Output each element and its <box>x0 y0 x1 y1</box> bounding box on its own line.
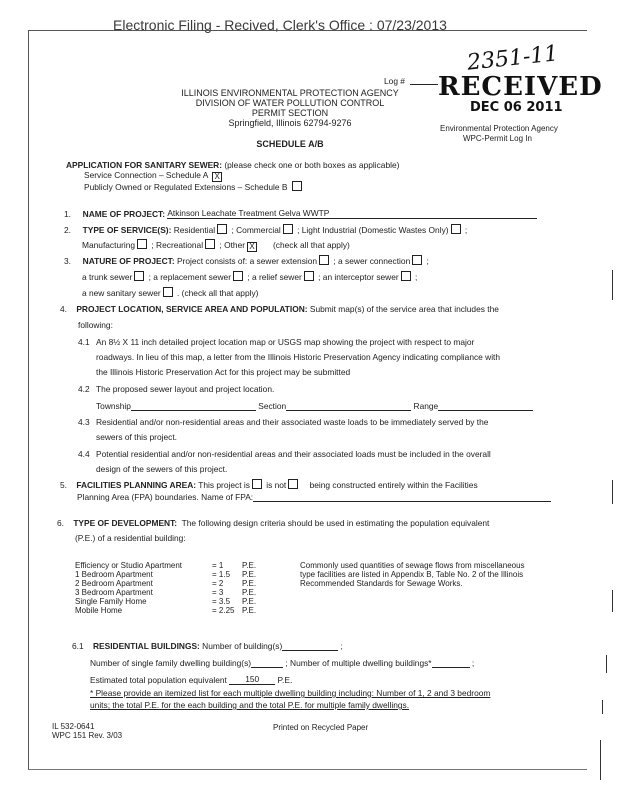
section-5-is-not: is not <box>266 480 287 490</box>
item-4-4-line1: Potential residential and/or non-residential areas and their associated loads must be included in the overall <box>96 449 491 459</box>
pe-table-row <box>75 597 272 606</box>
printed-on-recycled: Printed on Recycled Paper <box>273 723 369 732</box>
section-2-note: (check all that apply) <box>273 240 350 250</box>
section-3: 3. NATURE OF PROJECT: Project consists of: a sewer extension ; a sewer connection ; <box>64 256 429 266</box>
pe-table-row <box>75 570 272 579</box>
item-4-1-line3: the Illinois Historic Preservation Act for this project may be submitted <box>96 367 351 377</box>
pe-value: = 2 <box>212 579 224 588</box>
section-3-row3 <box>82 287 258 298</box>
pe-unit: P.E. <box>242 606 257 615</box>
sewer-extension-checkbox[interactable] <box>319 255 329 265</box>
section-5-row2 <box>77 492 551 502</box>
buildings-label: Number of building(s) <box>202 641 283 651</box>
section-field-label: Section <box>258 401 287 411</box>
item-4-4-number: 4.4 <box>78 449 90 459</box>
pe-unit: P.E. <box>242 597 257 606</box>
section-6-1-label: RESIDENTIAL BUILDINGS: <box>92 641 200 651</box>
interceptor-sewer-checkbox[interactable] <box>401 271 411 281</box>
service-connection-label: Service Connection – Schedule A <box>84 170 208 180</box>
scan-mark <box>600 740 601 780</box>
estimated-pe-row <box>90 674 292 685</box>
commercial-label: ; Commercial <box>231 225 281 235</box>
item-4-1-number: 4.1 <box>78 337 90 347</box>
pe-value: = 3.5 <box>212 597 231 606</box>
project-name-field[interactable] <box>167 208 537 219</box>
footnote-line1: * Please provide an itemized list for each multiple dwelling building including: Number of 1, 2 and 3 bedroom <box>90 688 491 698</box>
section-3-label: NATURE OF PROJECT: <box>82 256 175 266</box>
stamp-date: DEC 06 2011 <box>470 100 563 115</box>
sewer-connection-label: ; a sewer connection <box>333 256 411 266</box>
township-field[interactable] <box>131 410 256 411</box>
range-label: Range <box>413 401 439 411</box>
section-3-row2: a trunk sewer ; a replacement sewer ; a relief sewer ; an interceptor sewer ; <box>82 272 418 282</box>
pe-type: 2 Bedroom Apartment <box>75 579 153 588</box>
new-sanitary-sewer-label: a new sanitary sewer <box>82 288 161 298</box>
footnote-line2: units; the total P.E. for the each building and the total P.E. for multiple family dwellings. <box>90 700 410 710</box>
item-4-3-number: 4.3 <box>78 417 90 427</box>
electronic-filing-banner: Electronic Filing - Recived, Clerk's Office : 07/23/2013 <box>113 17 447 33</box>
range-field[interactable] <box>438 410 533 411</box>
manufacturing-checkbox[interactable] <box>137 239 147 249</box>
log-line <box>410 84 438 85</box>
pe-value: = 2.25 <box>212 606 235 615</box>
section-6-1: 6.1 RESIDENTIAL BUILDINGS: Number of building(s) ; <box>72 641 343 651</box>
replacement-sewer-label: ; a replacement sewer <box>148 272 232 282</box>
section-1-number: 1. <box>64 209 71 219</box>
application-instruction: (please check one or both boxes as applicable) <box>224 160 400 170</box>
section-5-is: This project is <box>198 480 250 490</box>
section-4 <box>60 304 499 314</box>
relief-sewer-label: ; a relief sewer <box>247 272 302 282</box>
form-id: IL 532-0641 <box>52 722 95 731</box>
pe-table-row <box>75 606 272 615</box>
recreational-label: ; Recreational <box>151 240 204 250</box>
section-6-number: 6. <box>57 518 64 528</box>
section-5-text3: Planning Area (FPA) boundaries. Name of FPA: <box>77 492 254 502</box>
public-owned-checkbox[interactable] <box>292 181 302 191</box>
dwelling-row: Number of single family dwelling building(s) ; Number of multiple dwelling buildings* ; <box>90 658 475 668</box>
pe-type: Single Family Home <box>75 597 147 606</box>
header-agency: ILLINOIS ENVIRONMENTAL PROTECTION AGENCY <box>181 88 399 98</box>
pe-table-rows <box>75 561 272 615</box>
other-label: ; Other <box>219 240 246 250</box>
pe-value: = 1.5 <box>212 570 231 579</box>
estimated-pe-unit: P.E. <box>277 675 293 685</box>
section-6-label: TYPE OF DEVELOPMENT: <box>73 518 178 528</box>
scan-mark <box>612 590 613 612</box>
section-3-note: . (check all that apply) <box>177 288 259 298</box>
pe-type: 1 Bedroom Apartment <box>75 570 153 579</box>
recreational-checkbox[interactable] <box>205 239 215 249</box>
estimated-pe-value: 150 <box>245 674 260 684</box>
section-5-text2: being constructed entirely within the Facilities <box>309 480 478 490</box>
section-2-number: 2. <box>64 225 71 235</box>
section-6-intro2: (P.E.) of a residential building: <box>75 533 186 543</box>
pe-type: 3 Bedroom Apartment <box>75 588 153 597</box>
section-5-label: FACILITIES PLANNING AREA: <box>76 480 197 490</box>
project-name-value: Atkinson Leachate Treatment Gelva WWTP <box>167 208 330 218</box>
section-5 <box>60 479 478 490</box>
stamp-permit-log: WPC-Permit Log In <box>463 134 532 143</box>
pe-table-row <box>75 588 272 597</box>
public-owned-row <box>84 181 304 192</box>
header-address: Springfield, Illinois 62794-9276 <box>228 118 352 128</box>
scan-mark <box>612 480 613 504</box>
pe-unit: P.E. <box>242 570 257 579</box>
relief-sewer-checkbox[interactable] <box>304 271 314 281</box>
stamp-number: 2351-11 <box>465 41 560 76</box>
sewer-connection-checkbox[interactable] <box>412 255 422 265</box>
residential-label: Residential <box>173 225 216 235</box>
pe-unit: P.E. <box>242 561 257 570</box>
new-sanitary-sewer-checkbox[interactable] <box>163 287 173 297</box>
replacement-sewer-checkbox[interactable] <box>233 271 243 281</box>
form-revision: WPC 151 Rev. 3/03 <box>52 731 123 740</box>
item-4-2-text: The proposed sewer layout and project location. <box>96 384 275 394</box>
scan-mark <box>612 270 613 300</box>
stamp-agency: Environmental Protection Agency <box>440 124 558 133</box>
buildings-field[interactable] <box>282 650 338 651</box>
item-4-3-line2: sewers of this project. <box>96 432 177 442</box>
single-family-label: Number of single family dwelling building(s) <box>90 658 252 668</box>
header-division: DIVISION OF WATER POLLUTION CONTROL <box>195 98 385 108</box>
section-1 <box>64 208 537 219</box>
pe-type: Mobile Home <box>75 606 123 615</box>
section-4-intro2: following: <box>78 320 113 330</box>
section-4-intro: Submit map(s) of the service area that includes the <box>309 304 499 314</box>
multiple-dwelling-label: ; Number of multiple dwelling buildings* <box>285 658 432 668</box>
item-4-1-line2: roadways. In lieu of this map, a letter from the Illinois Historic Preservation Agency indicating compliance with <box>96 352 501 362</box>
section-2-label: TYPE OF SERVICE(S): <box>82 225 172 235</box>
single-family-field[interactable] <box>251 667 283 668</box>
manufacturing-label: Manufacturing <box>82 240 136 250</box>
section-6-intro: The following design criteria should be used in estimating the population equivalent <box>181 518 490 528</box>
scan-mark <box>606 655 607 673</box>
section-2-row2 <box>82 239 350 252</box>
section-field[interactable] <box>286 410 411 411</box>
interceptor-sewer-label: ; an interceptor sewer <box>318 272 399 282</box>
public-owned-label: Publicly Owned or Regulated Extensions – Schedule B <box>84 182 288 192</box>
pe-note-line1: Commonly used quantities of sewage flows from miscellaneous <box>300 561 525 570</box>
pe-table-row <box>75 579 272 588</box>
schedule-title: SCHEDULE A/B <box>256 139 324 149</box>
light-industrial-label: ; Light Industrial (Domestic Wastes Only) <box>297 225 449 235</box>
multiple-dwelling-field[interactable] <box>432 667 470 668</box>
pe-note-line3: Recommended Standards for Sewage Works. <box>300 579 463 588</box>
item-4-1-line1: An 8½ X 11 inch detailed project location map or USGS map showing the project with respect to major <box>96 337 475 347</box>
stamp-received: RECEIVED <box>438 72 603 102</box>
section-2: 2. TYPE OF SERVICE(S): Residential ; Commercial ; Light Industrial (Domestic Wastes Only) ; <box>64 225 468 235</box>
pe-unit: P.E. <box>242 579 257 588</box>
pe-note-line2: type facilities are listed in Appendix B, Table No. 2 of the Illinois <box>300 570 524 579</box>
fpa-name-field[interactable] <box>253 501 551 502</box>
section-5-number: 5. <box>60 480 67 490</box>
pe-table-row <box>75 561 272 570</box>
township-row <box>96 401 533 411</box>
header-section: PERMIT SECTION <box>251 108 329 118</box>
section-3-number: 3. <box>64 256 71 266</box>
section-1-label: NAME OF PROJECT: <box>82 209 165 219</box>
pe-table <box>75 561 272 615</box>
application-title <box>66 160 399 170</box>
section-4-label: PROJECT LOCATION, SERVICE AREA AND POPULATION: <box>76 304 308 314</box>
service-connection-checkbox[interactable]: X <box>212 172 222 182</box>
section-6 <box>57 518 489 528</box>
item-4-2-number: 4.2 <box>78 384 90 394</box>
is-checkbox[interactable] <box>252 479 262 489</box>
light-industrial-checkbox[interactable] <box>451 224 461 234</box>
item-4-4-line2: design of the sewers of this project. <box>96 464 228 474</box>
section-4-number: 4. <box>60 304 67 314</box>
trunk-sewer-checkbox[interactable] <box>134 271 144 281</box>
application-label: APPLICATION FOR SANITARY SEWER: <box>66 160 223 170</box>
estimated-pe-label: Estimated total population equivalent <box>90 675 227 685</box>
other-checkbox[interactable]: X <box>247 242 257 252</box>
pe-value: = 3 <box>212 588 224 597</box>
scan-mark <box>602 700 603 714</box>
commercial-checkbox[interactable] <box>283 224 293 234</box>
trunk-sewer-label: a trunk sewer <box>82 272 133 282</box>
pe-unit: P.E. <box>242 588 257 597</box>
is-not-checkbox[interactable] <box>288 479 298 489</box>
township-label: Township <box>96 401 131 411</box>
section-6-1-number: 6.1 <box>72 641 84 651</box>
pe-type: Efficiency or Studio Apartment <box>75 561 183 570</box>
pe-note <box>300 561 525 588</box>
estimated-pe-field[interactable] <box>229 674 275 685</box>
item-4-3-line1: Residential and/or non-residential areas and their associated waste loads to be immediately served by the <box>96 417 489 427</box>
residential-checkbox[interactable] <box>217 224 227 234</box>
sewer-extension-label: Project consists of: a sewer extension <box>176 256 318 266</box>
pe-value: = 1 <box>212 561 224 570</box>
log-label: Log # <box>384 76 405 86</box>
